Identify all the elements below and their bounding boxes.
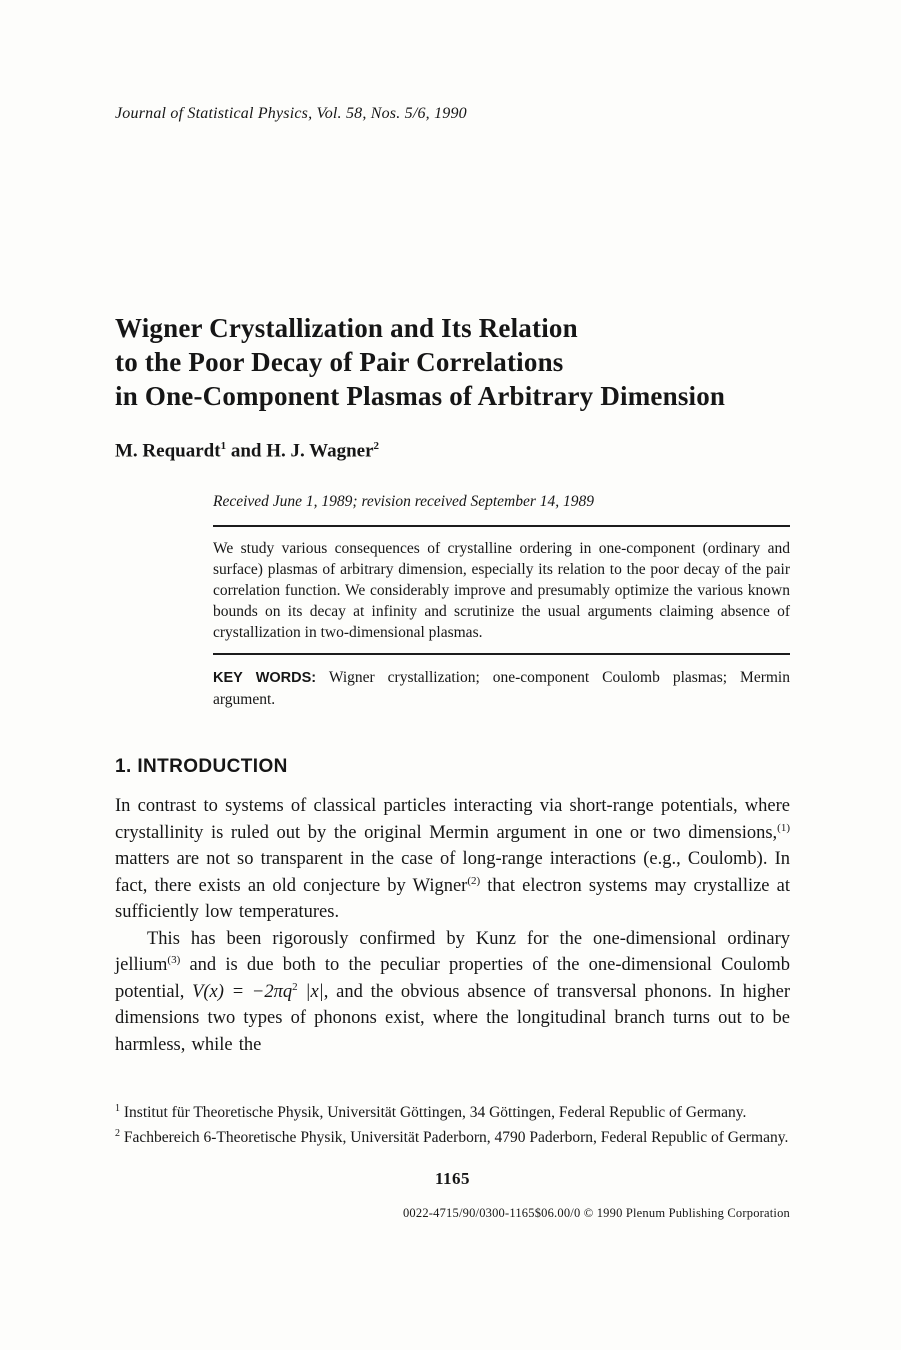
paragraph-2-text-a: This has been rigorously confirmed by Kunz for the one-dimensional ordinary jellium (115, 928, 790, 976)
authors-line (115, 440, 790, 462)
intro-paragraph-1 (115, 793, 790, 926)
authors-joiner: and (226, 440, 267, 462)
copyright-line: 0022-4715/90/0300-1165$06.00/0 © 1990 Plenum Publishing Corporation (402, 1205, 790, 1220)
abstract-rule-top (213, 525, 790, 527)
keywords-label: KEY WORDS: (213, 670, 317, 687)
keywords-rule-top (213, 653, 790, 655)
paragraph-1-text-c: that electron systems may crystallize at sufficiently low temperatures. (115, 875, 790, 923)
paragraph-2-text-c: , and the obvious absence of transversal phonons. In higher dimensions two types of phonons exist, where the longitudinal branch turns out to be harmless, while the (115, 981, 790, 1055)
paragraph-2-text-b: and is due both to the peculiar properties of the one-dimensional Coulomb potential, (115, 955, 790, 1002)
author-2: H. J. Wagner (266, 440, 374, 462)
footnotes-section (115, 1098, 790, 1148)
title-line-2: to the Poor Decay of Pair Correlations (115, 347, 564, 377)
formula-pre: V(x) = −2πq (192, 981, 293, 1002)
footnote-2 (115, 1123, 790, 1148)
footnote-1 (115, 1098, 790, 1123)
paragraph-1-text-b: matters are not so transparent in the case of long-range interactions (e.g., Coulomb). In fact, there exists an old conjecture by Wigner (115, 849, 790, 896)
author-2-affiliation-mark: 2 (373, 440, 380, 452)
keywords-text: Wigner crystallization; one-component Coulomb plasmas; Mermin argument. (213, 669, 790, 709)
title-line-1: Wigner Crystallization and Its Relation (115, 313, 578, 343)
keywords-paragraph (213, 667, 790, 710)
section-heading-introduction: 1. INTRODUCTION (115, 756, 288, 778)
footnote-1-marker: 1 (115, 1103, 120, 1115)
intro-paragraph-2 (115, 926, 790, 1059)
formula-exponent: 2 (292, 980, 298, 993)
author-1: M. Requardt (115, 440, 221, 462)
footnote-1-text: Institut für Theoretische Physik, Universität Göttingen, 34 Göttingen, Federal Republic of Germany. (120, 1104, 747, 1122)
formula-post: |x| (297, 981, 324, 1002)
page-content (0, 105, 901, 1221)
paragraph-1-text-a: In contrast to systems of classical particles interacting via short-range potentials, where crystallinity is ruled out by the original Mermin argument in one or two dimensions, (115, 796, 790, 843)
journal-header: Journal of Statistical Physics, Vol. 58, Nos. 5/6, 1990 (115, 105, 467, 122)
page-number: 1165 (434, 1168, 471, 1188)
footnote-2-marker: 2 (115, 1128, 120, 1140)
paper-title (115, 311, 790, 413)
abstract-block (213, 493, 790, 710)
coulomb-potential-formula (192, 982, 324, 1002)
citation-ref-1: (1) (777, 821, 790, 834)
abstract-text: We study various consequences of crystalline ordering in one-component (ordinary and surface) plasmas of arbitrary dimension, especially its relation to the poor decay of the pair correlation function. We considerably improve and presumably optimize the various known bounds on its decay at infinity and scrutinize the usual arguments claiming absence of crystallization in two-dimensional plasmas. (213, 540, 790, 642)
author-1-affiliation-mark: 1 (220, 440, 227, 452)
citation-ref-2: (2) (467, 874, 481, 887)
received-line: Received June 1, 1989; revision received September 14, 1989 (213, 493, 595, 511)
footnote-2-text: Fachbereich 6-Theoretische Physik, Universität Paderborn, 4790 Paderborn, Federal Republic of Germany. (120, 1129, 789, 1147)
citation-ref-3: (3) (167, 954, 181, 967)
title-line-3: in One-Component Plasmas of Arbitrary Dimension (115, 381, 726, 411)
